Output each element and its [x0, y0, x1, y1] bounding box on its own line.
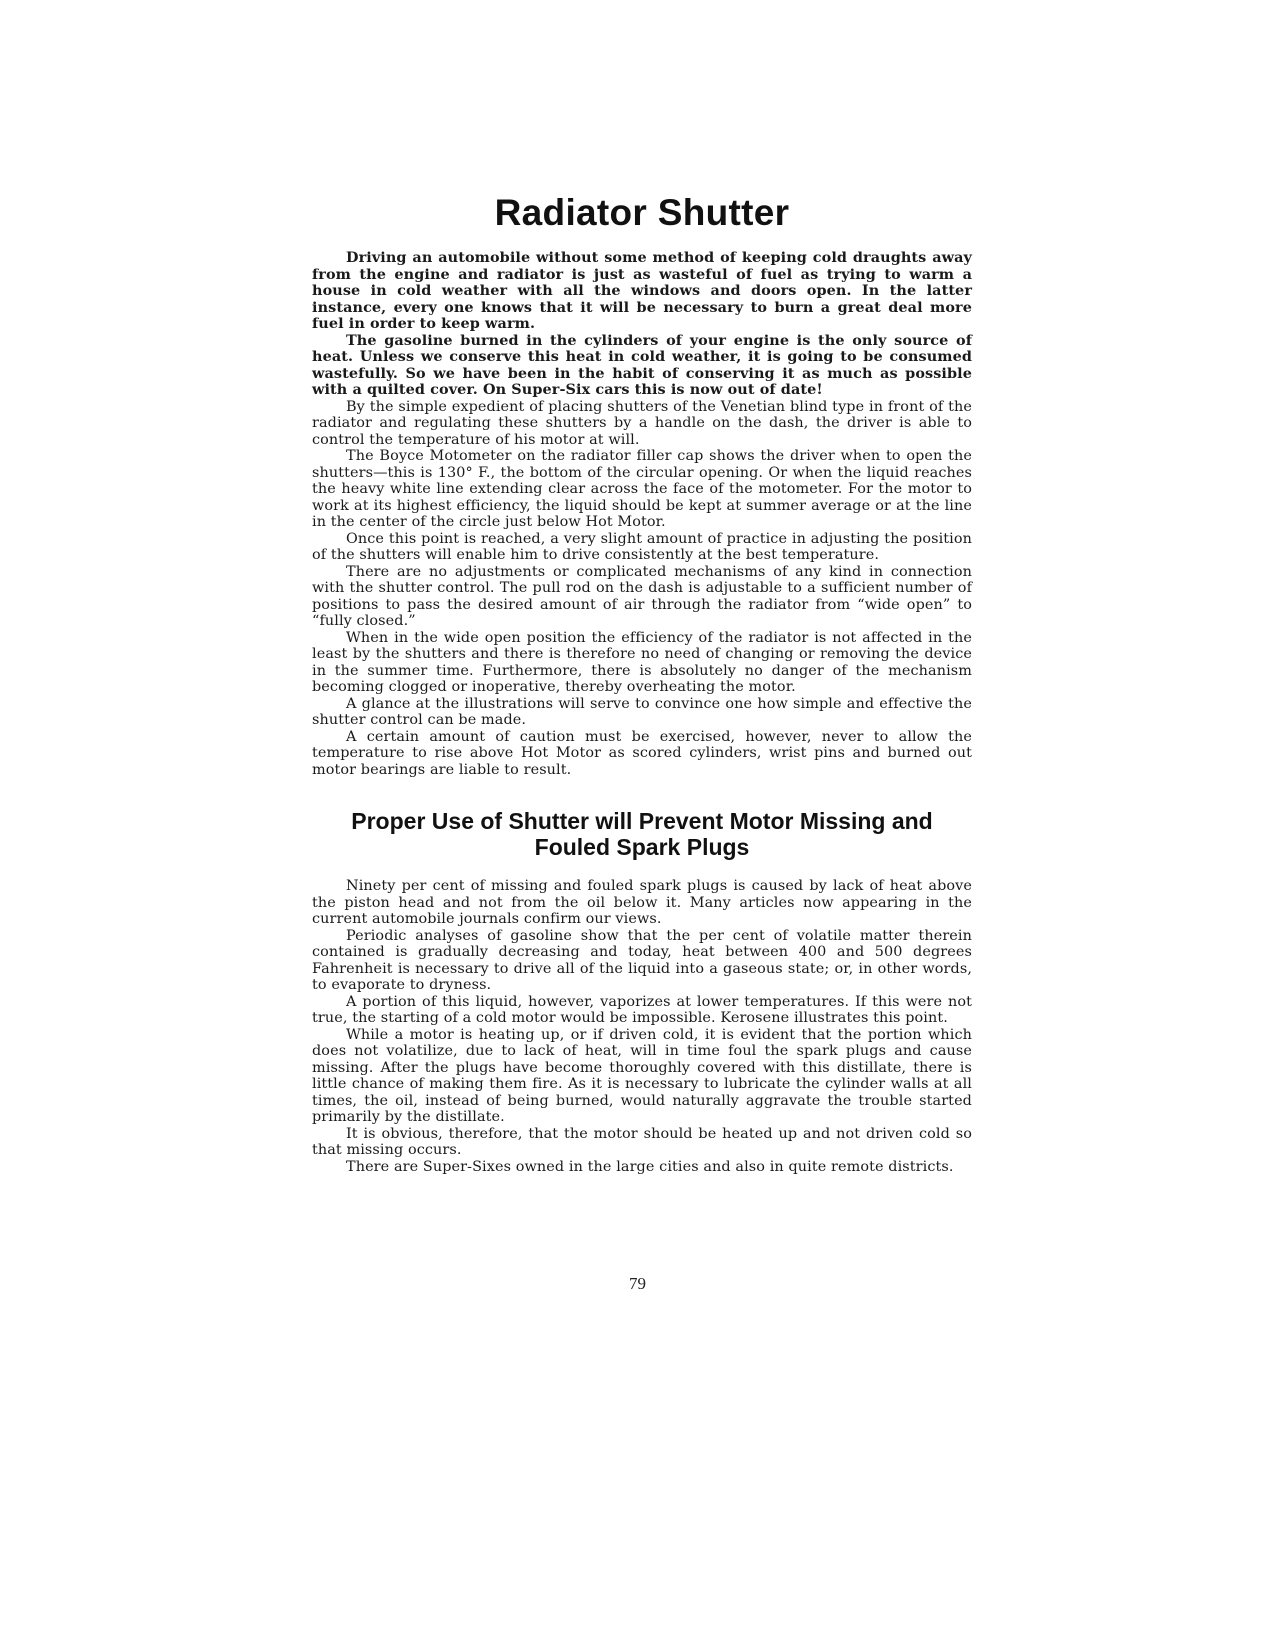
paragraph-illustrations: A glance at the illustrations will serve to convince one how simple and effective the shutter control can be made. — [312, 695, 972, 728]
paragraph-heating-up: While a motor is heating up, or if driven cold, it is evident that the portion which does not volatilize, due to lack of heat, will in time foul the spark plugs and cause missing. After the plugs have become thoroughly covered with this distillate, there is little chance of making them fire. As it is necessary to lubricate the cylinder walls at all times, the oil, instead of being burned, would naturally aggravate the trouble started primarily by the distillate. — [312, 1026, 972, 1125]
paragraph-wide-open: When in the wide open position the efficiency of the radiator is not affected in the least by the shutters and there is therefore no need of changing or removing the device in the summer time. Furthermore, there is absolutely no danger of the mechanism becoming clogged or inoperative, thereby overheating the motor. — [312, 629, 972, 695]
paragraph-ninety-percent: Ninety per cent of missing and fouled spark plugs is caused by lack of heat above the piston head and not from the oil below it. Many articles now appearing in the current automobile journals confirm our views. — [312, 878, 972, 927]
paragraph-intro: Driving an automobile without some method of keeping cold draughts away from the engine and radiator is just as wasteful of fuel as trying to warm a house in cold weather with all the windows and doors open. In the latter instance, every one knows that it will be necessary to burn a great deal more fuel in order to keep warm. — [312, 249, 972, 332]
paragraph-shutters-placement: By the simple expedient of placing shutters of the Venetian blind type in front of the radiator and regulating these shutters by a handle on the dash, the driver is able to control the temperature of his motor at will. — [312, 398, 972, 448]
paragraph-super-sixes: There are Super-Sixes owned in the large cities and also in quite remote districts. — [346, 1158, 954, 1175]
paragraph-adjusting-practice: Once this point is reached, a very slight amount of practice in adjusting the position of the shutters will enable him to drive consistently at the best temperature. — [312, 530, 972, 563]
page-title: Radiator Shutter — [494, 192, 790, 233]
section-heading-line-1: Proper Use of Shutter will Prevent Motor Missing and — [351, 808, 933, 834]
paragraph-portion-vaporizes: A portion of this liquid, however, vaporizes at lower temperatures. If this were not true, the starting of a cold motor would be impossible. Kerosene illustrates this point. — [312, 993, 972, 1026]
section-heading-line-2: Fouled Spark Plugs — [534, 834, 750, 860]
paragraph-motometer: The Boyce Motometer on the radiator filler cap shows the driver when to open the shutters—this is 130° F., the bottom of the circular opening. Or when the liquid reaches the heavy white line extending clear across the face of the motometer. For the motor to work at its highest efficiency, the liquid should be kept at summer average or at the line in the center of the circle just below Hot Motor. — [312, 448, 972, 530]
paragraph-periodic-analyses: Periodic analyses of gasoline show that the per cent of volatile matter therein contained is gradually decreasing and today, heat between 400 and 500 degrees Fahrenheit is necessary to drive all of the liquid into a gaseous state; or, in other words, to evaporate to dryness. — [312, 927, 972, 993]
page-number: 79 — [629, 1274, 646, 1293]
paragraph-no-adjustments: There are no adjustments or complicated mechanisms of any kind in connection with the shutter control. The pull rod on the dash is adjustable to a sufficient number of positions to pass the desired amount of air through the radiator from “wide open” to “fully closed.” — [312, 563, 972, 629]
text-column — [312, 192, 972, 1175]
paragraph-heat-source: The gasoline burned in the cylinders of your engine is the only source of heat. Unless we conserve this heat in cold weather, it is going to be consumed wastefully. So we have been in the habit of conserving it as much as possible with a quilted cover. On Super-Six cars this is now out of date! — [312, 331, 972, 398]
paragraph-caution: A certain amount of caution must be exercised, however, never to allow the temperature to rise above Hot Motor as scored cylinders, wrist pins and burned out motor bearings are liable to result. — [312, 728, 972, 778]
paragraph-obvious: It is obvious, therefore, that the motor should be heated up and not driven cold so that missing occurs. — [312, 1125, 972, 1158]
section-heading — [312, 808, 972, 860]
